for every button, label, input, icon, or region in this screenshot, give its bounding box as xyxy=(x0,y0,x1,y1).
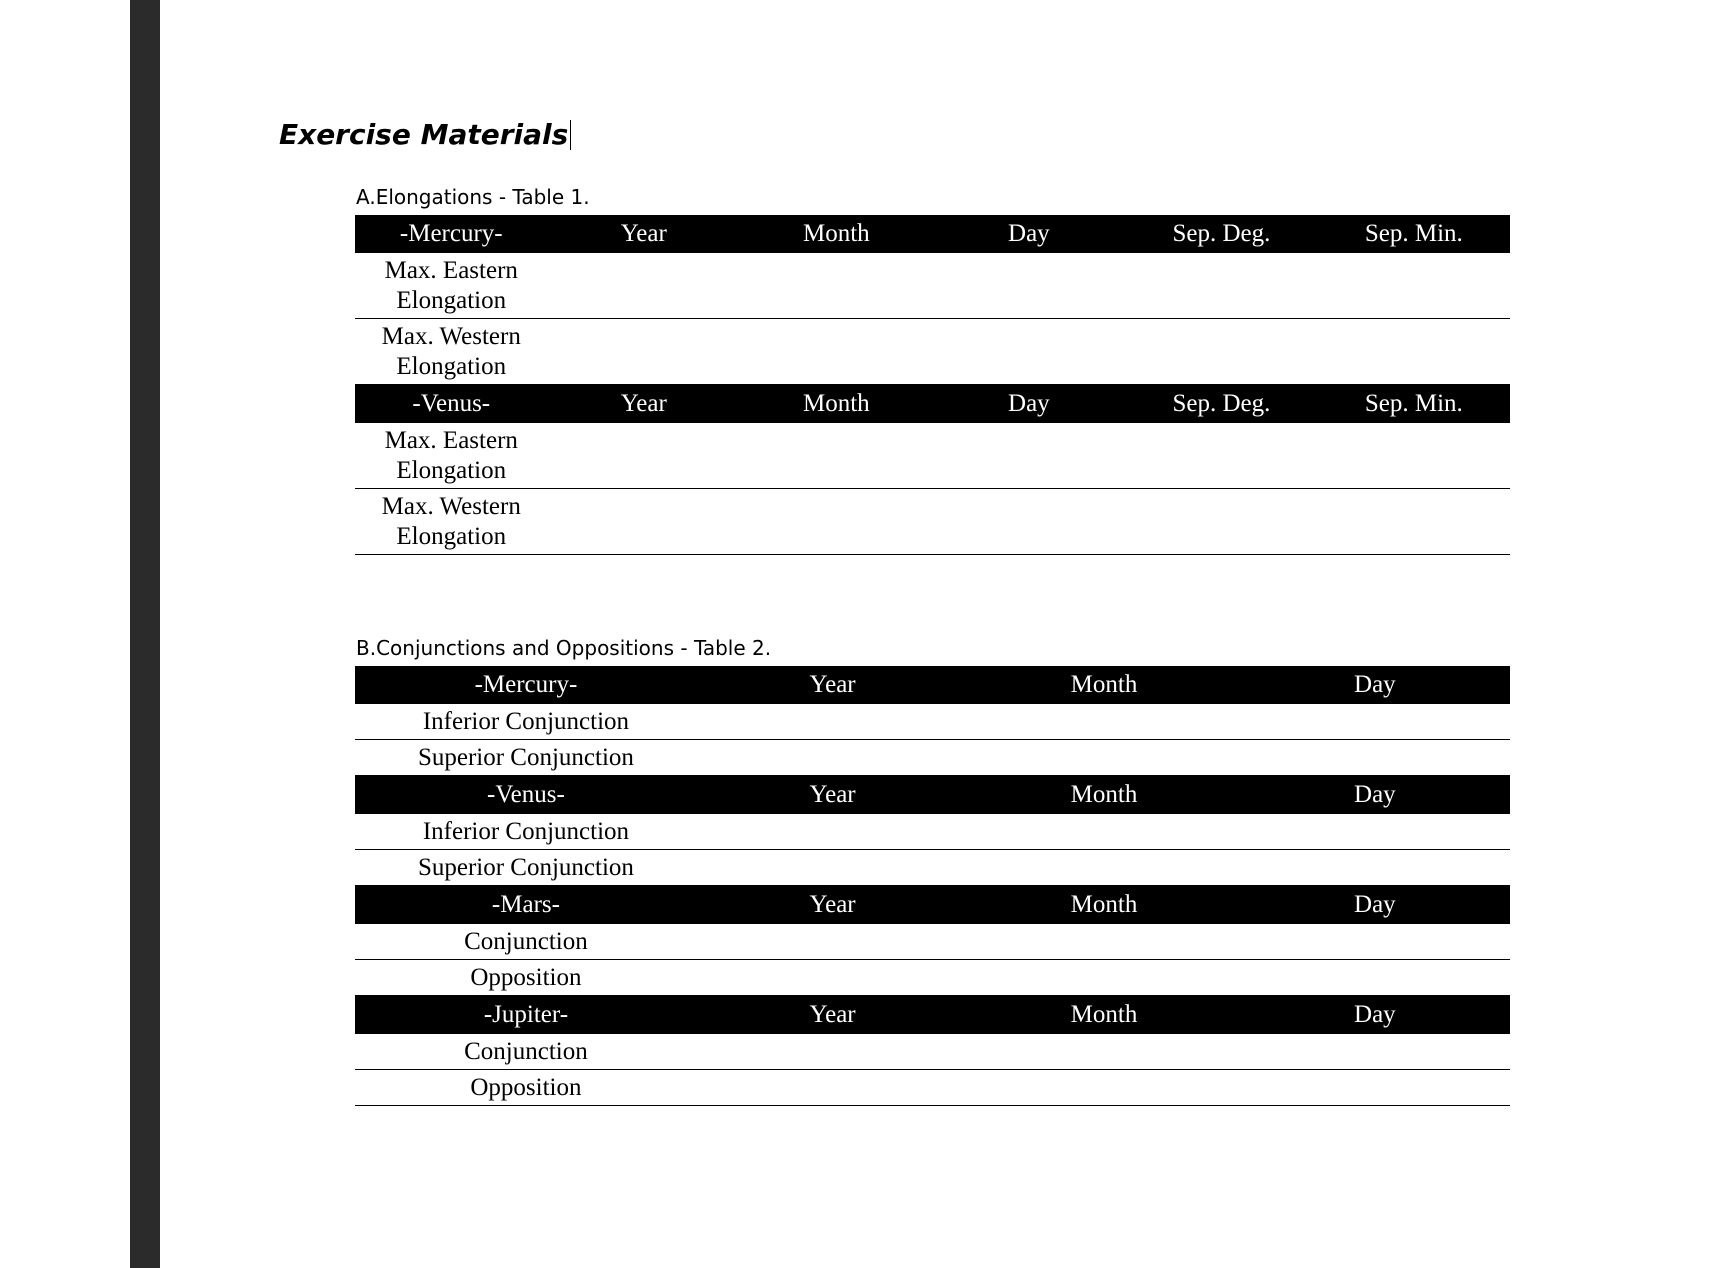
month-cell[interactable] xyxy=(968,1034,1239,1070)
column-header: Year xyxy=(697,886,968,925)
column-header: Year xyxy=(697,776,968,815)
row-label-line: Elongation xyxy=(396,522,507,550)
column-header: Month xyxy=(968,776,1239,815)
document-page[interactable] xyxy=(160,0,1723,1268)
table-row xyxy=(355,924,1510,960)
day-cell[interactable] xyxy=(1240,850,1510,886)
day-cell[interactable] xyxy=(1240,740,1510,776)
table-header-row xyxy=(355,996,1510,1035)
day-cell[interactable] xyxy=(1240,924,1510,960)
table-row xyxy=(355,960,1510,996)
row-label: Conjunction xyxy=(355,924,697,960)
sep-deg-cell[interactable] xyxy=(1125,423,1318,489)
sep-min-cell[interactable] xyxy=(1318,319,1510,385)
row-label xyxy=(355,253,548,319)
month-cell[interactable] xyxy=(740,253,933,319)
table-row xyxy=(355,423,1510,489)
row-label-line: Elongation xyxy=(396,286,507,314)
planet-header: -Mercury- xyxy=(355,215,548,253)
table-header-row xyxy=(355,666,1510,704)
column-header: Month xyxy=(968,996,1239,1035)
year-cell[interactable] xyxy=(697,1070,968,1106)
column-header: Month xyxy=(968,886,1239,925)
row-label-line: Max. Western xyxy=(381,492,521,520)
table-header-row xyxy=(355,776,1510,815)
year-cell[interactable] xyxy=(548,319,741,385)
column-header: Year xyxy=(697,996,968,1035)
table-row xyxy=(355,740,1510,776)
year-cell[interactable] xyxy=(697,704,968,740)
table-header-row xyxy=(355,215,1510,253)
column-header: Month xyxy=(740,215,933,253)
column-header: Day xyxy=(1240,886,1510,925)
day-cell[interactable] xyxy=(933,319,1126,385)
month-cell[interactable] xyxy=(968,850,1239,886)
year-cell[interactable] xyxy=(697,1034,968,1070)
table-row xyxy=(355,704,1510,740)
column-header: Day xyxy=(933,215,1126,253)
month-cell[interactable] xyxy=(968,1070,1239,1106)
month-cell[interactable] xyxy=(968,924,1239,960)
column-header: Day xyxy=(1240,666,1510,704)
sep-min-cell[interactable] xyxy=(1318,253,1510,319)
left-margin-bar xyxy=(130,0,160,1268)
column-header: Sep. Min. xyxy=(1318,215,1510,253)
row-label: Superior Conjunction xyxy=(355,740,697,776)
planet-header: -Mercury- xyxy=(355,666,697,704)
column-header: Day xyxy=(933,385,1126,424)
year-cell[interactable] xyxy=(697,850,968,886)
column-header: Year xyxy=(548,385,741,424)
table-header-row xyxy=(355,886,1510,925)
table-row xyxy=(355,1034,1510,1070)
text-cursor xyxy=(570,120,571,150)
sep-deg-cell[interactable] xyxy=(1125,489,1318,555)
day-cell[interactable] xyxy=(933,423,1126,489)
month-cell[interactable] xyxy=(968,740,1239,776)
table-row xyxy=(355,319,1510,385)
column-header: Month xyxy=(740,385,933,424)
day-cell[interactable] xyxy=(1240,814,1510,850)
year-cell[interactable] xyxy=(697,814,968,850)
month-cell[interactable] xyxy=(968,960,1239,996)
row-label-line: Max. Eastern xyxy=(384,426,518,454)
month-cell[interactable] xyxy=(740,489,933,555)
row-label: Opposition xyxy=(355,1070,697,1106)
row-label-line: Max. Western xyxy=(381,322,521,350)
day-cell[interactable] xyxy=(933,253,1126,319)
month-cell[interactable] xyxy=(968,704,1239,740)
column-header: Year xyxy=(548,215,741,253)
row-label xyxy=(355,423,548,489)
year-cell[interactable] xyxy=(697,960,968,996)
row-label: Conjunction xyxy=(355,1034,697,1070)
table1-caption: A.Elongations - Table 1. xyxy=(356,185,590,209)
column-header: Sep. Min. xyxy=(1318,385,1510,424)
month-cell[interactable] xyxy=(968,814,1239,850)
planet-header: -Mars- xyxy=(355,886,697,925)
column-header: Sep. Deg. xyxy=(1125,215,1318,253)
day-cell[interactable] xyxy=(1240,704,1510,740)
year-cell[interactable] xyxy=(697,924,968,960)
row-label-line: Elongation xyxy=(396,456,507,484)
table-row xyxy=(355,1070,1510,1106)
table-row xyxy=(355,489,1510,555)
sep-deg-cell[interactable] xyxy=(1125,319,1318,385)
row-label-line: Max. Eastern xyxy=(384,256,518,284)
sep-min-cell[interactable] xyxy=(1318,423,1510,489)
document-title[interactable] xyxy=(279,118,571,151)
row-label-line: Elongation xyxy=(396,352,507,380)
sep-deg-cell[interactable] xyxy=(1125,253,1318,319)
table-row xyxy=(355,850,1510,886)
day-cell[interactable] xyxy=(1240,960,1510,996)
year-cell[interactable] xyxy=(548,253,741,319)
sep-min-cell[interactable] xyxy=(1318,489,1510,555)
day-cell[interactable] xyxy=(1240,1070,1510,1106)
day-cell[interactable] xyxy=(1240,1034,1510,1070)
column-header: Month xyxy=(968,666,1239,704)
table2-caption: B.Conjunctions and Oppositions - Table 2. xyxy=(356,636,772,660)
row-label xyxy=(355,319,548,385)
month-cell[interactable] xyxy=(740,423,933,489)
column-header: Year xyxy=(697,666,968,704)
row-label: Opposition xyxy=(355,960,697,996)
row-label: Inferior Conjunction xyxy=(355,814,697,850)
year-cell[interactable] xyxy=(548,423,741,489)
day-cell[interactable] xyxy=(933,489,1126,555)
column-header: Sep. Deg. xyxy=(1125,385,1318,424)
table-row xyxy=(355,814,1510,850)
row-label: Superior Conjunction xyxy=(355,850,697,886)
month-cell[interactable] xyxy=(740,319,933,385)
column-header: Day xyxy=(1240,996,1510,1035)
elongations-table xyxy=(355,215,1510,555)
table-header-row xyxy=(355,385,1510,424)
column-header: Day xyxy=(1240,776,1510,815)
planet-header: -Venus- xyxy=(355,385,548,424)
row-label xyxy=(355,489,548,555)
planet-header: -Jupiter- xyxy=(355,996,697,1035)
planet-header: -Venus- xyxy=(355,776,697,815)
title-text: Exercise Materials xyxy=(279,118,569,151)
year-cell[interactable] xyxy=(548,489,741,555)
table-row xyxy=(355,253,1510,319)
conjunctions-table xyxy=(355,666,1510,1106)
year-cell[interactable] xyxy=(697,740,968,776)
row-label: Inferior Conjunction xyxy=(355,704,697,740)
